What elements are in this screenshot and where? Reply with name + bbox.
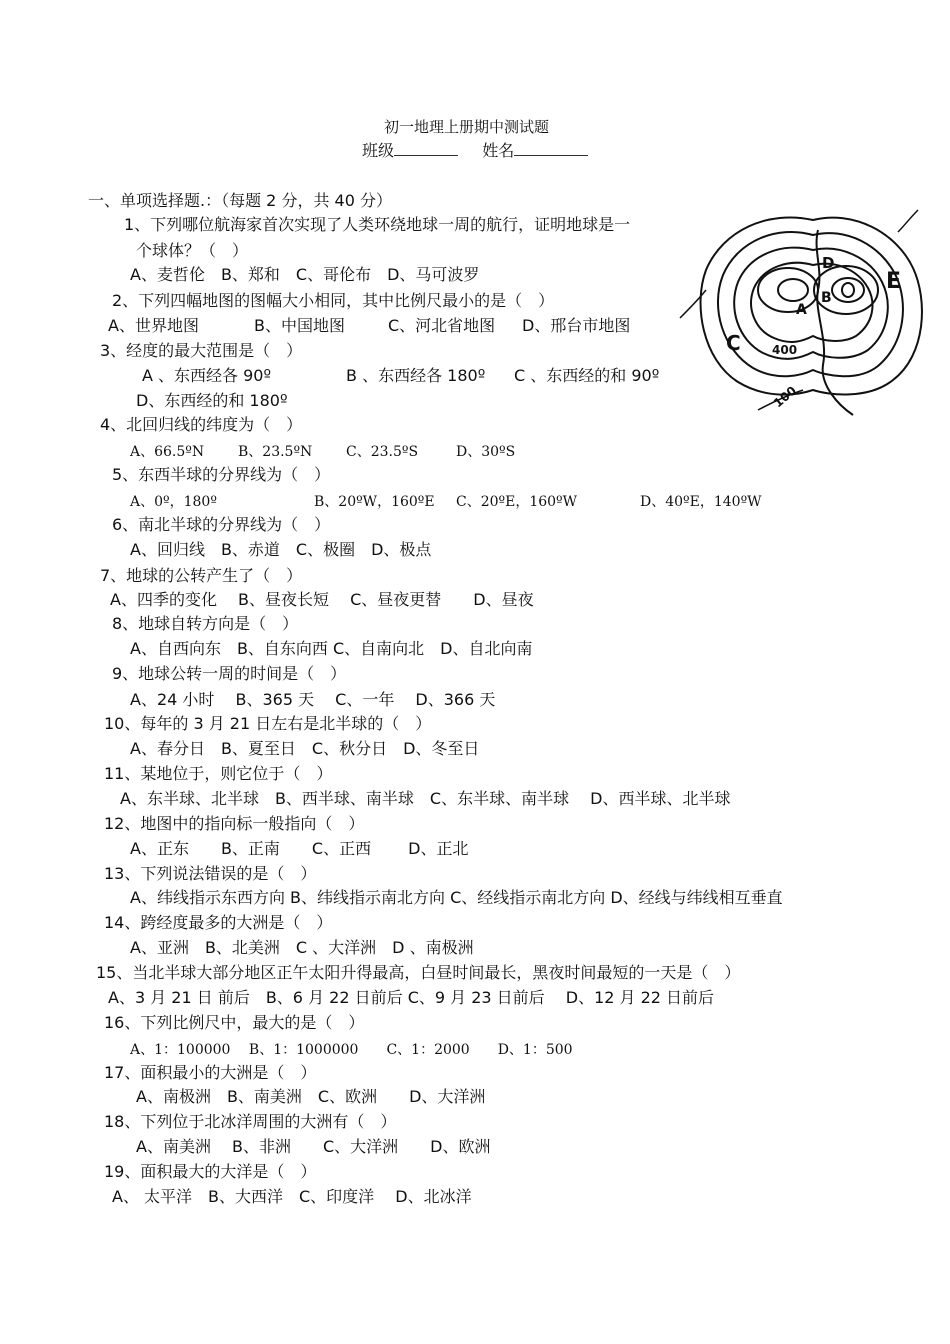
question-14-stem: 14、跨经度最多的大洲是（ ） — [104, 913, 333, 932]
class-blank — [394, 140, 458, 156]
question-4-option-a: A、66.5ºN — [130, 444, 205, 460]
question-4-option-b: B、23.5ºN — [238, 444, 313, 460]
question-3-option-a: A 、东西经各 90º — [142, 366, 272, 385]
question-10-options: A、春分日 B、夏至日 C、秋分日 D、冬至日 — [130, 739, 480, 758]
question-19-stem: 19、面积最大的大洋是（ ） — [104, 1162, 317, 1181]
figure-label-a: A — [796, 302, 807, 318]
name-blank — [514, 140, 588, 156]
question-4-option-d: D、30ºS — [456, 444, 516, 460]
question-2-stem: 2、下列四幅地图的图幅大小相同，其中比例尺最小的是（ ） — [112, 291, 555, 310]
question-6-options: A、回归线 B、赤道 C、极圈 D、极点 — [130, 540, 432, 559]
question-5-option-c: C、20ºE，160ºW — [456, 494, 578, 510]
question-17-options: A、南极洲 B、南美洲 C、欧洲 D、大洋洲 — [136, 1087, 486, 1106]
question-9-stem: 9、地球公转一周的时间是（ ） — [112, 664, 347, 683]
question-12-options: A、正东 B、正南 C、正西 D、正北 — [130, 839, 469, 858]
figure-label-d: D — [822, 254, 835, 272]
question-11-stem: 11、某地位于，则它位于（ ） — [104, 764, 333, 783]
figure-label-c: C — [726, 331, 741, 355]
question-19-options: A、 太平洋 B、大西洋 C、印度洋 D、北冰洋 — [112, 1187, 472, 1206]
right-peak-ring-inner — [832, 278, 864, 302]
question-1-stem-cont: 个球体？（ ） — [136, 241, 249, 260]
page-title: 初一地理上册期中测试题 — [384, 118, 550, 136]
question-7-stem: 7、地球的公转产生了（ ） — [100, 566, 303, 585]
question-11-options: A、东半球、北半球 B、西半球、南半球 C、东半球、南半球 D、西半球、北半球 — [120, 789, 731, 808]
question-6-stem: 6、南北半球的分界线为（ ） — [112, 515, 331, 534]
question-10-stem: 10、每年的 3 月 21 日左右是北半球的（ ） — [104, 714, 432, 733]
question-18-options: A、南美洲 B、非洲 C、大洋洲 D、欧洲 — [136, 1137, 491, 1156]
question-8-options: A、自西向东 B、自东向西 C、自南向北 D、自北向南 — [130, 639, 533, 658]
left-peak-ring-inner — [778, 279, 808, 301]
contour-map-figure — [678, 190, 938, 430]
question-5-option-d: D、40ºE，140ºW — [640, 494, 762, 510]
figure-label-100: 100 — [770, 383, 800, 411]
question-5-option-b: B、20ºW，160ºE — [314, 494, 435, 510]
section-heading: 一、单项选择题.：（每题 2 分，共 40 分） — [88, 191, 392, 210]
question-4-stem: 4、北回归线的纬度为（ ） — [100, 415, 303, 434]
question-12-stem: 12、地图中的指向标一般指向（ ） — [104, 814, 365, 833]
question-9-options: A、24 小时 B、365 天 C、一年 D、366 天 — [130, 690, 496, 709]
question-3-option-c: C 、东西经的和 90º — [514, 366, 660, 385]
class-label: 班级 — [362, 141, 395, 160]
name-label: 姓名 — [482, 141, 515, 160]
left-edge-line — [680, 290, 706, 318]
question-13-options: A、纬线指示东西方向 B、纬线指示南北方向 C、经线指示南北方向 D、经线与纬线相互垂直 — [130, 888, 783, 907]
question-1-stem: 1、下列哪位航海家首次实现了人类环绕地球一周的航行，证明地球是一 — [124, 215, 631, 234]
question-3-stem: 3、经度的最大范围是（ ） — [100, 341, 303, 360]
figure-label-e: E — [886, 269, 902, 294]
question-15-options: A、3 月 21 日 前后 B、6 月 22 日前后 C、9 月 23 日前后 D、12 月 22 日前后 — [108, 988, 715, 1007]
question-16-stem: 16、下列比例尺中，最大的是（ ） — [104, 1013, 365, 1032]
question-8-stem: 8、地球自转方向是（ ） — [112, 614, 299, 633]
question-18-stem: 18、下列位于北冰洋周围的大洲有（ ） — [104, 1112, 397, 1131]
figure-label-b: B — [821, 290, 832, 306]
right-peak-summit — [842, 283, 854, 297]
question-3-option-d: D、东西经的和 180º — [136, 391, 288, 410]
question-16-options: A、1：100000 B、1：1000000 C、1：2000 D、1：500 — [130, 1042, 573, 1058]
question-17-stem: 17、面积最小的大洲是（ ） — [104, 1063, 317, 1082]
question-2-option-d: D、邢台市地图 — [522, 316, 631, 335]
question-5-stem: 5、东西半球的分界线为（ ） — [112, 465, 331, 484]
figure-label-400: 400 — [772, 343, 798, 357]
question-5-option-a: A、0º，180º — [130, 494, 217, 510]
question-4-option-c: C、23.5ºS — [346, 444, 419, 460]
question-13-stem: 13、下列说法错误的是（ ） — [104, 864, 317, 883]
question-14-options: A、亚洲 B、北美洲 C 、大洋洲 D 、南极洲 — [130, 938, 474, 957]
class-field — [362, 140, 588, 162]
question-1-options: A、麦哲伦 B、郑和 C、哥伦布 D、马可波罗 — [130, 265, 480, 284]
right-edge-line — [898, 210, 918, 232]
question-7-options: A、四季的变化 B、昼夜长短 C、昼夜更替 D、昼夜 — [110, 590, 534, 609]
question-2-option-a: A、世界地图 — [108, 316, 199, 335]
question-15-stem: 15、当北半球大部分地区正午太阳升得最高，白昼时间最长，黑夜时间最短的一天是（ ） — [96, 963, 741, 982]
question-2-option-c: C、河北省地图 — [388, 316, 496, 335]
question-3-option-b: B 、东西经各 180º — [346, 366, 486, 385]
question-2-option-b: B、中国地图 — [254, 316, 345, 335]
